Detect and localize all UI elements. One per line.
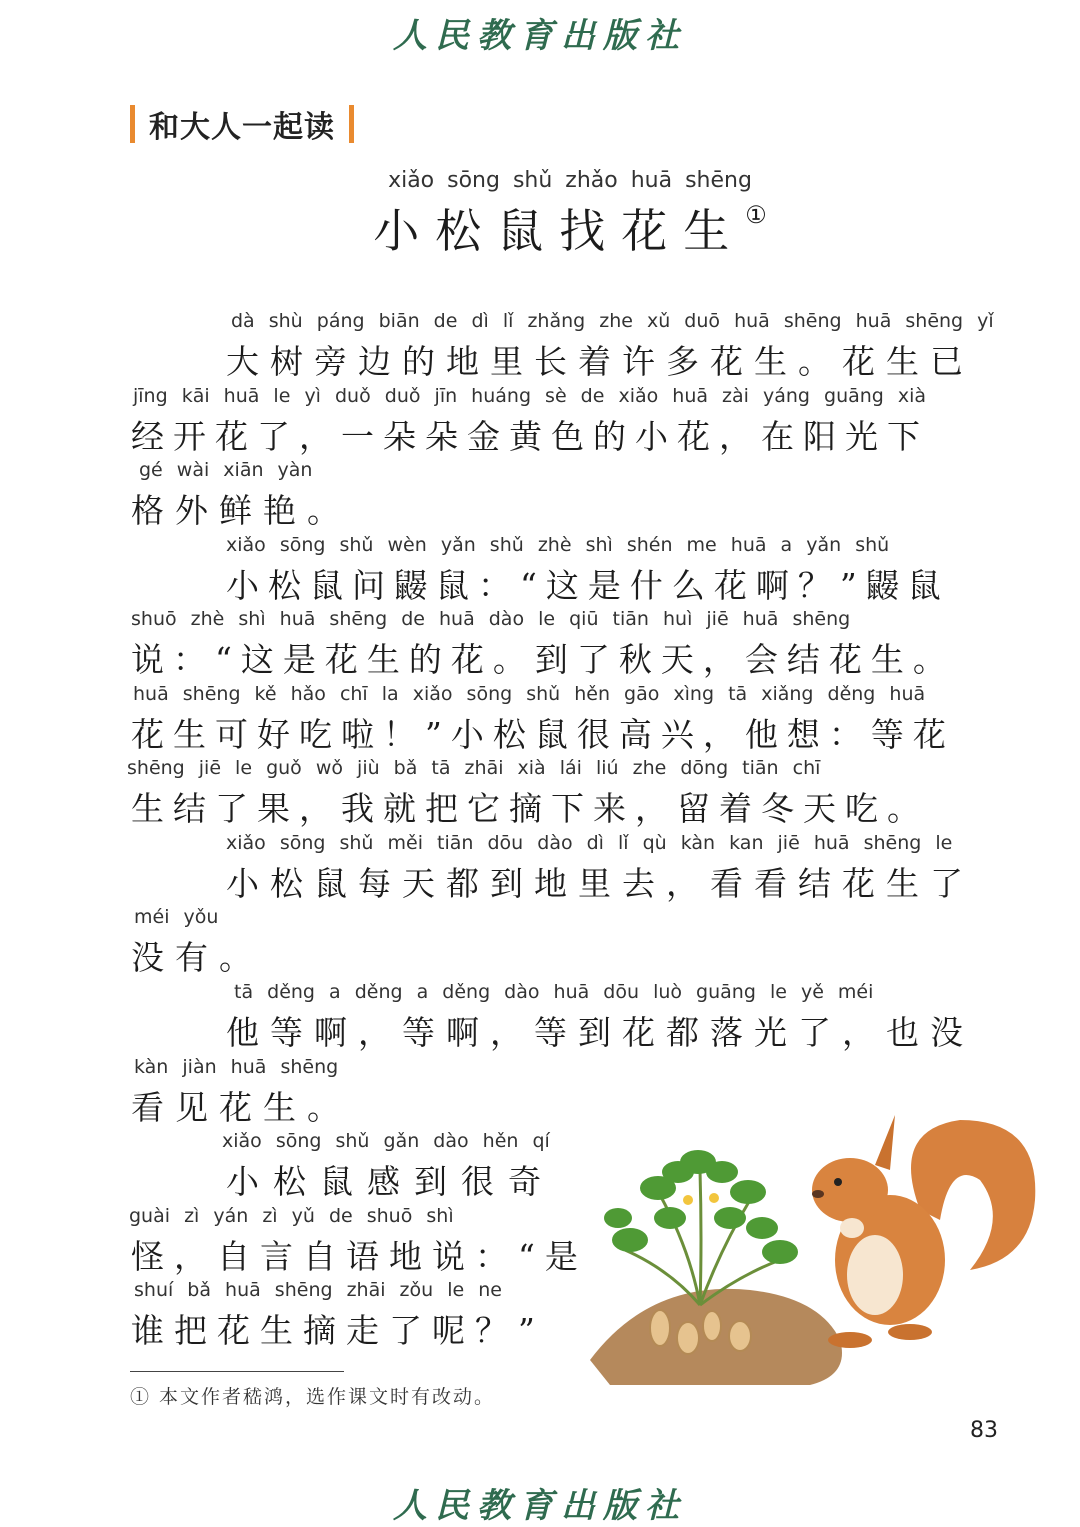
text-line-7 — [0, 757, 1080, 828]
section-tag-left-bar — [130, 105, 135, 143]
squirrel-eye — [834, 1178, 842, 1186]
hanzi-line-3: 格外鲜艳。 — [131, 491, 351, 530]
pinyin-line-1: dà shù páng biān de dì lǐ zhǎng zhe xǔ duō huā shēng huā shēng yǐ — [231, 310, 994, 332]
footnote-marker: ① — [745, 201, 767, 229]
text-line-1 — [0, 310, 1080, 381]
pinyin-line-8: xiǎo sōng shǔ měi tiān dōu dào dì lǐ qù kàn kan jiē huā shēng le — [226, 832, 953, 854]
text-line-5 — [0, 608, 1080, 679]
lesson-title — [60, 195, 1080, 261]
pinyin-line-6: huā shēng kě hǎo chī la xiǎo sōng shǔ hěn gāo xìng tā xiǎng děng huā — [133, 683, 926, 705]
pinyin-line-12: xiǎo sōng shǔ gǎn dào hěn qí — [222, 1130, 550, 1152]
squirrel-head — [812, 1158, 888, 1222]
hanzi-line-2: 经开花了，一朵朵金黄色的小花，在阳光下 — [131, 417, 929, 456]
pinyin-line-4: xiǎo sōng shǔ wèn yǎn shǔ zhè shì shén me huā a yǎn shǔ — [226, 534, 890, 556]
pinyin-line-5: shuō zhè shì huā shēng de huā dào le qiū tiān huì jiē huā shēng — [131, 608, 851, 630]
hanzi-line-1: 大树旁边的地里长着许多花生。花生已 — [226, 342, 974, 381]
pinyin-line-14: shuí bǎ huā shēng zhāi zǒu le ne — [134, 1279, 502, 1301]
hanzi-line-8: 小松鼠每天都到地里去，看看结花生了 — [226, 864, 974, 903]
pinyin-line-11: kàn jiàn huā shēng — [134, 1056, 339, 1078]
section-tag-right-bar — [349, 105, 354, 143]
text-line-2 — [0, 385, 1080, 456]
hanzi-line-13: 怪，自言自语地说：“是 — [131, 1237, 588, 1276]
squirrel-nose — [812, 1190, 824, 1198]
lesson-title-block — [0, 168, 1080, 261]
hanzi-line-6: 花生可好吃啦！”小松鼠很高兴，他想：等花 — [131, 715, 955, 754]
squirrel-foot — [888, 1324, 932, 1340]
section-tag — [130, 104, 354, 144]
hanzi-line-11: 看见花生。 — [131, 1088, 351, 1127]
text-line-9 — [0, 906, 1080, 977]
footnote-rule — [130, 1371, 344, 1372]
pinyin-line-9: méi yǒu — [134, 906, 219, 928]
publisher-logo-top: 人民教育出版社 — [393, 16, 687, 56]
hanzi-line-5: 说：“这是花生的花。到了秋天，会结花生。 — [131, 640, 955, 679]
section-tag-label: 和大人一起读 — [149, 110, 335, 145]
squirrel-paw — [840, 1218, 864, 1238]
hanzi-line-10: 他等啊，等啊，等到花都落光了，也没 — [226, 1013, 974, 1052]
pinyin-line-10: tā děng a děng a děng dào huā dōu luò guāng le yě méi — [234, 981, 874, 1003]
hanzi-line-14: 谁把花生摘走了呢？” — [131, 1311, 545, 1350]
pinyin-line-3: gé wài xiān yàn — [139, 459, 313, 481]
text-line-6 — [0, 683, 1080, 754]
hanzi-line-7: 生结了果，我就把它摘下来，留着冬天吃。 — [131, 789, 929, 828]
hanzi-line-12: 小松鼠感到很奇 — [226, 1162, 555, 1201]
text-line-3 — [0, 459, 1080, 530]
text-line-10 — [0, 981, 1080, 1052]
publisher-logo-bottom: 人民教育出版社 — [393, 1486, 687, 1526]
text-line-8 — [0, 832, 1080, 903]
squirrel-foot — [828, 1332, 872, 1348]
pinyin-line-2: jīng kāi huā le yì duǒ duǒ jīn huáng sè de xiǎo huā zài yáng guāng xià — [133, 385, 927, 407]
squirrel-ear — [875, 1115, 895, 1170]
squirrel-peanut-illustration — [590, 1100, 1060, 1390]
page-number: 83 — [970, 1418, 998, 1443]
pinyin-line-13: guài zì yán zì yǔ de shuō shì — [129, 1205, 454, 1227]
hanzi-line-9: 没有。 — [131, 938, 263, 977]
text-line-4 — [0, 534, 1080, 605]
squirrel-belly — [847, 1235, 903, 1315]
lesson-title-pinyin: xiǎo sōng shǔ zhǎo huā shēng — [388, 168, 752, 193]
hanzi-line-4: 小松鼠问鼹鼠：“这是什么花啊？”鼹鼠 — [226, 566, 950, 605]
footnote: ① 本文作者嵇鸿，选作课文时有改动。 — [130, 1386, 496, 1408]
pinyin-line-7: shēng jiē le guǒ wǒ jiù bǎ tā zhāi xià lái liú zhe dōng tiān chī — [127, 757, 821, 779]
lesson-title-text: 小松鼠找花生 — [373, 204, 746, 258]
